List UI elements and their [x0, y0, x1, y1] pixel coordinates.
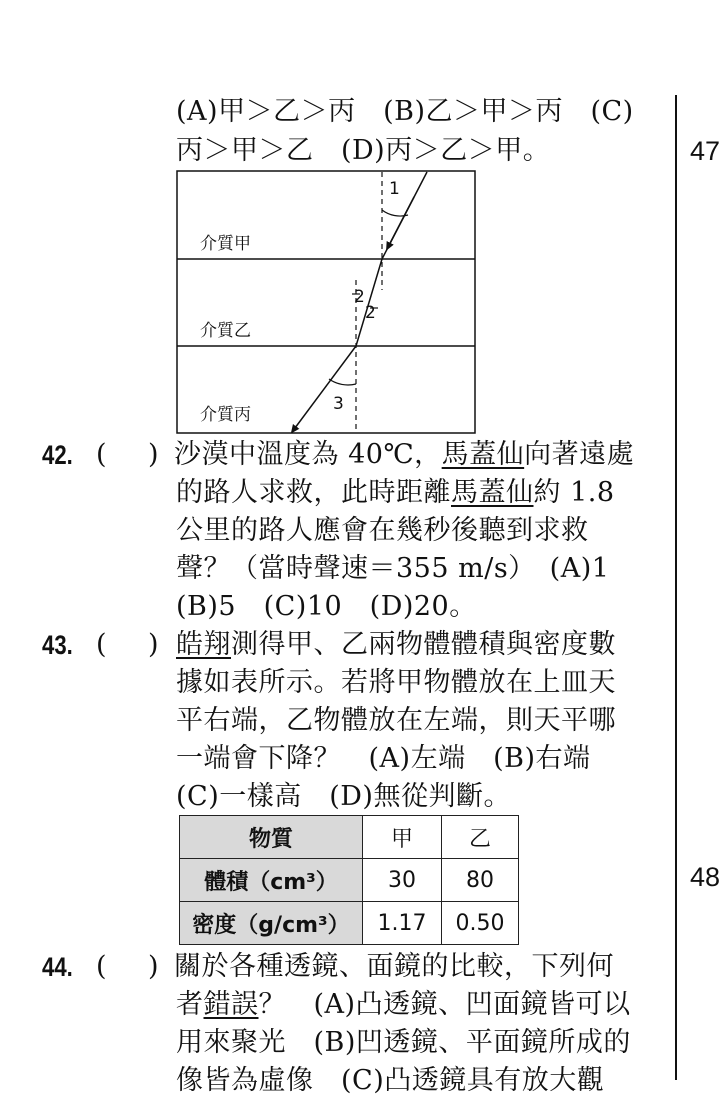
- question-number-47: 47: [690, 136, 720, 166]
- q42-line-2: [176, 474, 615, 512]
- answer-bracket-open-44[interactable]: (: [96, 951, 107, 982]
- refraction-diagram: [176, 170, 476, 435]
- q42-line-4: 聲？（當時聲速＝355 m/s） (A)1: [176, 553, 610, 584]
- medium-2-label: 介質乙: [200, 321, 251, 341]
- q43-line-5: (C)一樣高 (D)無從判斷。: [176, 781, 511, 812]
- q42-line-1-a: 沙漠中溫度為 40℃，: [174, 439, 442, 470]
- q44-line-2-b: ？ (A)凸透鏡、凹面鏡皆可以: [258, 989, 631, 1020]
- angle-3-label: 3: [333, 394, 344, 414]
- medium-3-label: 介質丙: [200, 405, 251, 425]
- q43-line-1-b: 測得甲、乙兩物體體積與密度數: [231, 629, 616, 660]
- angle-1-label: 1: [389, 179, 400, 199]
- q43-name-underlined: 皓翔: [176, 629, 231, 660]
- q44-line-4: 像皆為虛像 (C)凸透鏡具有放大觀: [176, 1065, 605, 1096]
- q44-line-3: 用來聚光 (B)凹透鏡、平面鏡所成的: [176, 1027, 631, 1058]
- q44-line-2-a: 者: [176, 989, 204, 1020]
- q41-options-line-2: 丙＞甲＞乙 (D)丙＞乙＞甲。: [176, 135, 551, 166]
- table-header-cell: 物質: [180, 816, 363, 859]
- q42-line-5: (B)5 (C)10 (D)20。: [176, 591, 477, 622]
- ray-arrow-1: [387, 197, 414, 249]
- q43-line-3: 平右端，乙物體放在左端，則天平哪: [176, 705, 616, 736]
- table-row: [180, 859, 519, 902]
- q42-line-3: 公里的路人應會在幾秒後聽到求救: [176, 515, 589, 546]
- q44-line-2: [176, 986, 631, 1024]
- question-number-44: 44.: [42, 952, 73, 982]
- answer-bracket-open-43[interactable]: (: [96, 629, 107, 660]
- q41-options-line-1: (A)甲＞乙＞丙 (B)乙＞甲＞丙 (C): [176, 96, 634, 127]
- q43-data-table: [179, 815, 519, 945]
- diagram-frame: [177, 171, 475, 433]
- q44-line-1: 關於各種透鏡、面鏡的比較，下列何: [174, 951, 614, 982]
- q44-underlined-wrong: 錯誤: [203, 989, 259, 1020]
- q42-line-2-b: 約 1.8: [533, 477, 615, 508]
- angle-2a-label: 2: [354, 287, 365, 307]
- q42-name-underlined-1: 馬蓋仙: [441, 439, 525, 470]
- q43-line-2: 據如表所示。若將甲物體放在上皿天: [176, 667, 616, 698]
- q43-line-1: [176, 626, 616, 664]
- angle-arc-3: [329, 379, 356, 385]
- medium-1-label: 介質甲: [200, 234, 251, 254]
- angle-2b-label: 2: [365, 303, 376, 323]
- answer-bracket-close-43: ): [148, 629, 159, 660]
- answer-bracket-close-44: ): [148, 951, 159, 982]
- table-header-cell: 乙: [442, 816, 519, 859]
- table-cell: 1.17: [363, 902, 442, 945]
- question-number-42: 42.: [42, 440, 73, 470]
- answer-bracket-close-42: ): [148, 439, 159, 470]
- table-cell: 0.50: [442, 902, 519, 945]
- q42-line-1-b: 向著遠處: [524, 439, 635, 470]
- question-number-48: 48: [690, 862, 720, 892]
- column-divider: [675, 95, 677, 1080]
- table-cell: 80: [442, 859, 519, 902]
- q42-name-underlined-2: 馬蓋仙: [451, 477, 534, 508]
- q42-line-1: [174, 436, 634, 474]
- q42-line-2-a: 的路人求救，此時距離: [176, 477, 451, 508]
- table-header-cell: 甲: [363, 816, 442, 859]
- ray-in-medium-3: [292, 346, 356, 432]
- table-row: [180, 902, 519, 945]
- table-cell: 30: [363, 859, 442, 902]
- table-row-label: 密度（g/cm³）: [180, 902, 363, 945]
- question-number-43: 43.: [42, 630, 73, 660]
- q43-line-4: 一端會下降？ (A)左端 (B)右端: [176, 743, 591, 774]
- table-row-label: 體積（cm³）: [180, 859, 363, 902]
- answer-bracket-open-42[interactable]: (: [96, 439, 107, 470]
- table-header-row: [180, 816, 519, 859]
